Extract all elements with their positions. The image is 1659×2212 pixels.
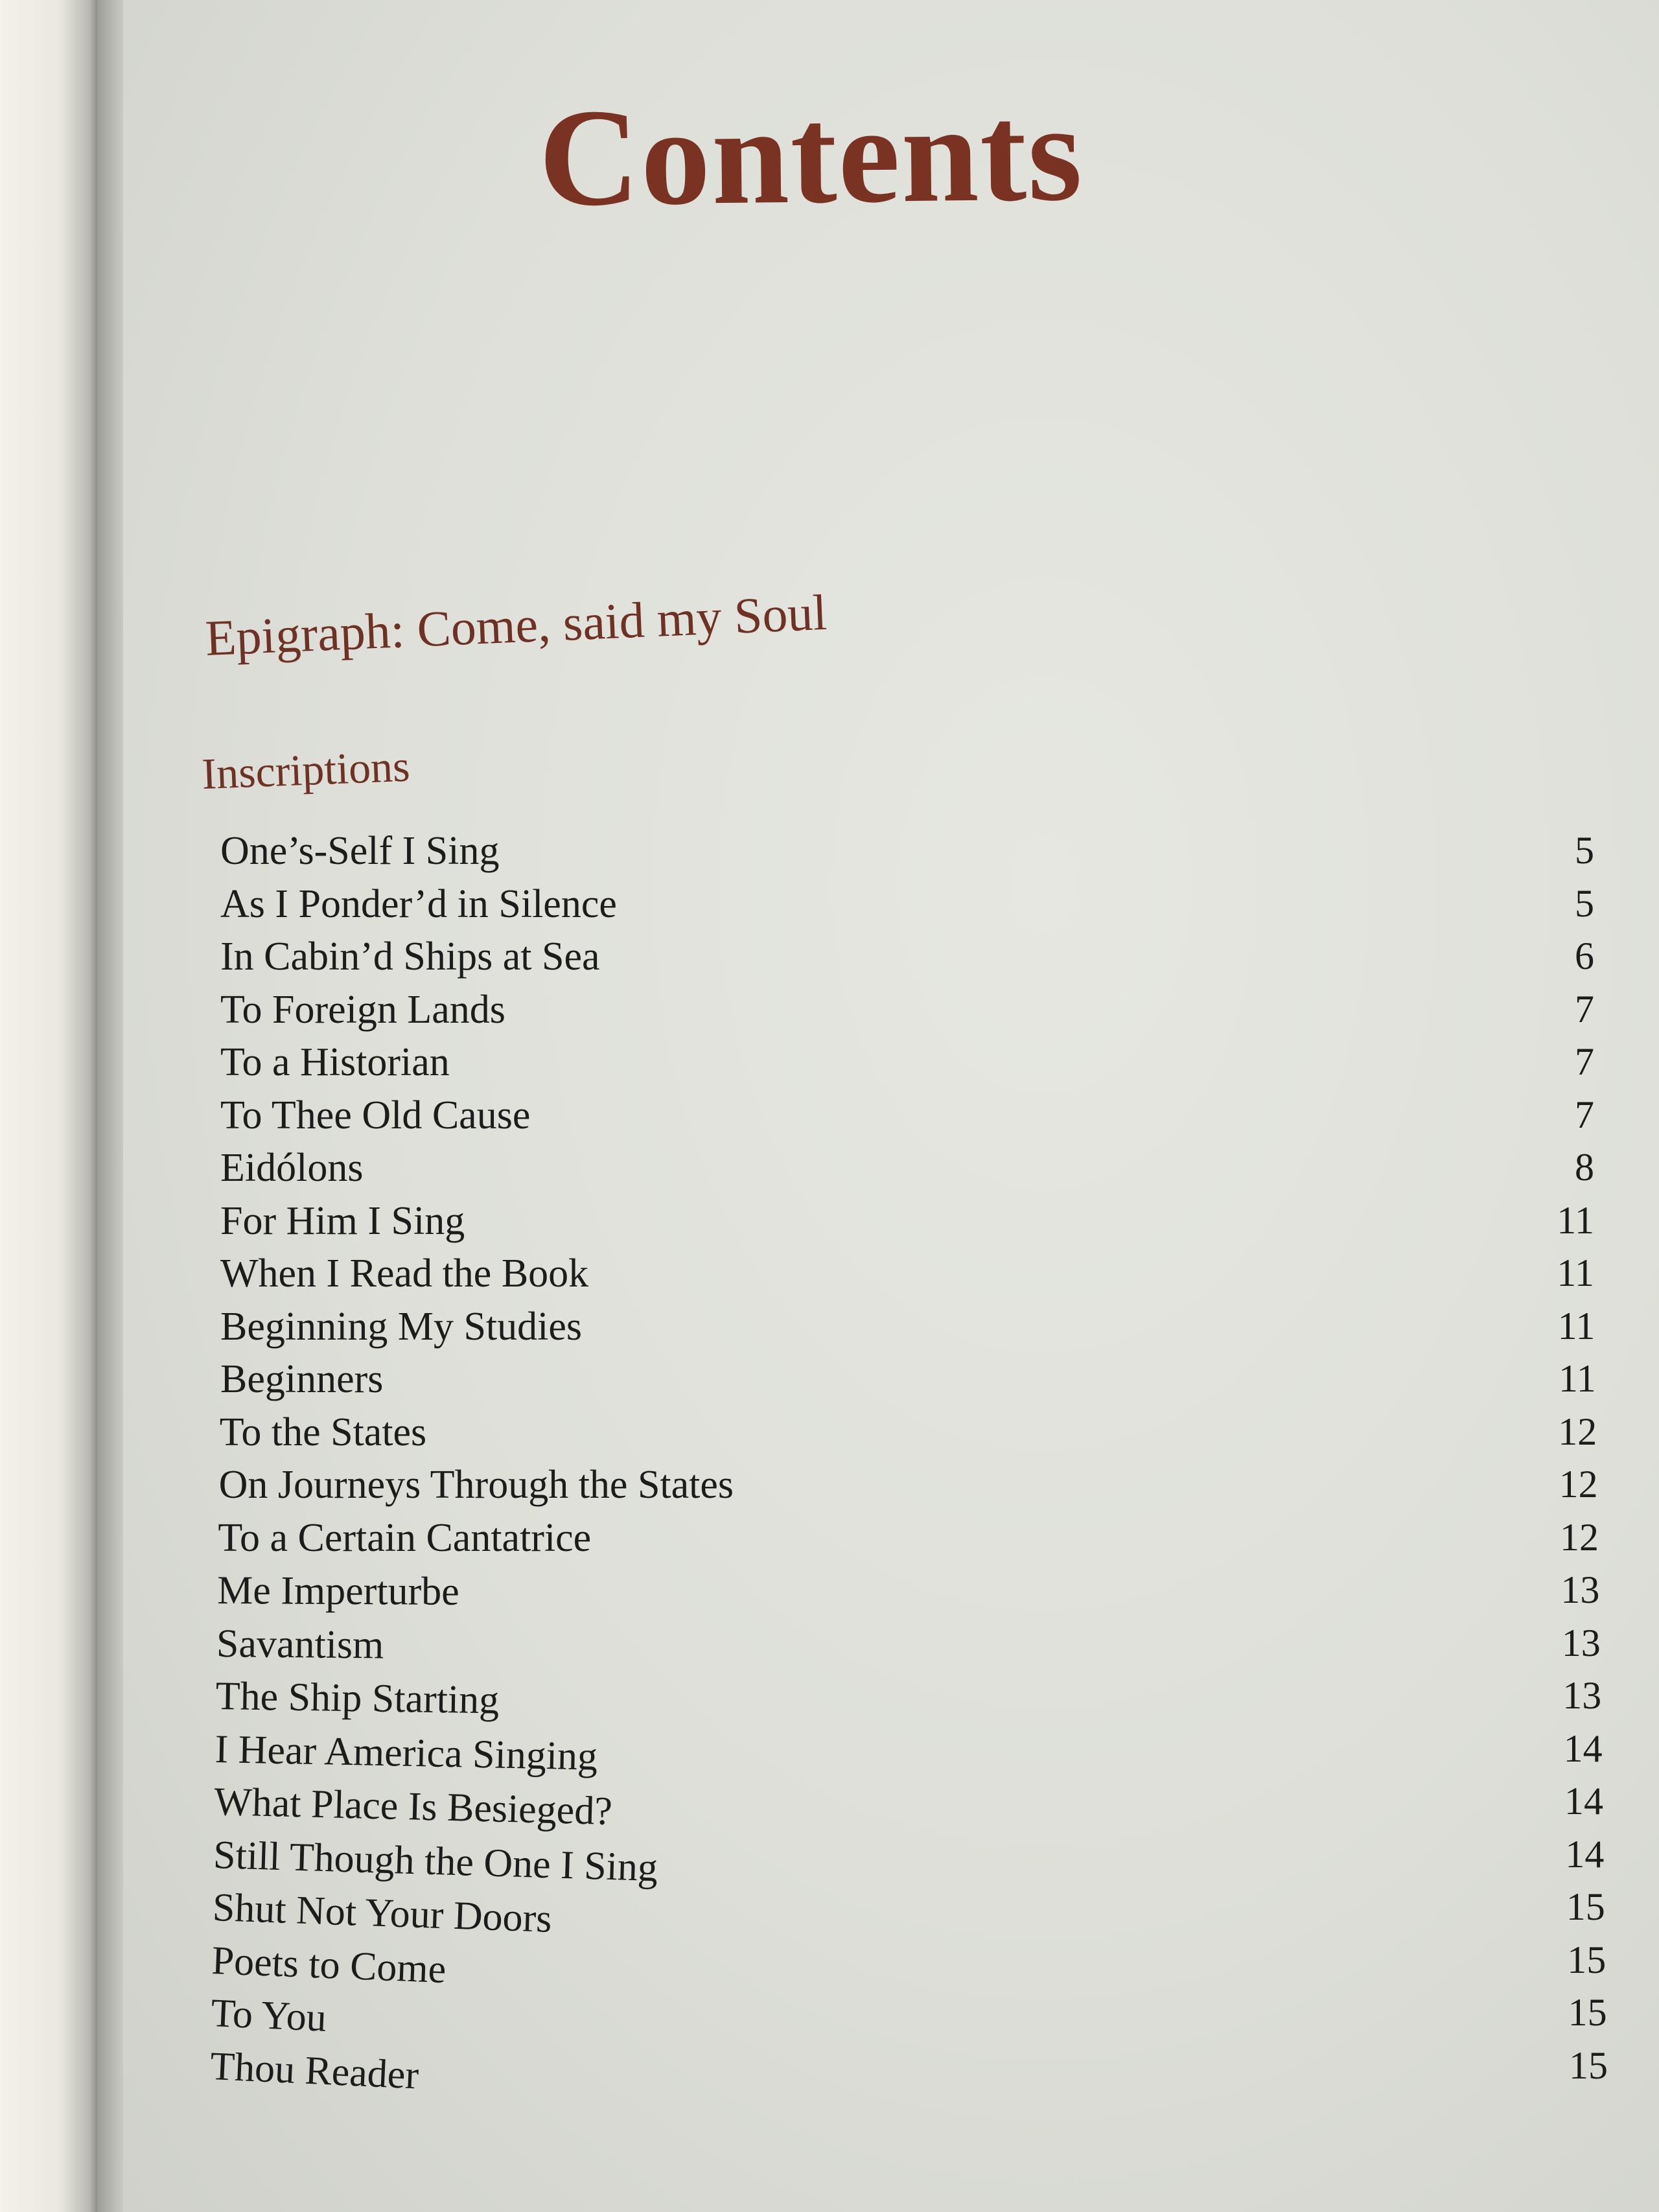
entry-page-number: 15 [1566,1885,1605,1928]
entry-title: Beginners [220,1357,384,1401]
entry-page-number: 15 [1569,2043,1608,2087]
entry-title: When I Read the Book [220,1252,589,1296]
entry-title: To the States [219,1410,427,1454]
contents-page [123,0,1659,2212]
entry-title: Eidólons [220,1146,364,1190]
section-heading: Inscriptions [201,741,411,798]
entry-page-number: 12 [1559,1463,1598,1506]
list-item [220,828,1594,881]
entry-page-number: 11 [1557,1252,1594,1294]
entry-title: To a Historian [220,1040,450,1084]
entry-page-number: 8 [1575,1146,1594,1189]
entry-title: I Hear America Singing [214,1727,598,1779]
list-item [218,1462,1598,1515]
list-item [214,1727,1603,1780]
list-item [220,1093,1594,1146]
entry-page-number: 6 [1575,935,1594,977]
entry-title: Shut Not Your Doors [211,1885,553,1941]
entry-page-number: 13 [1561,1621,1601,1664]
entry-title: On Journeys Through the States [218,1463,734,1507]
list-item [219,1410,1597,1463]
entry-title: To You [210,1991,328,2040]
entry-page-number: 7 [1575,1093,1594,1136]
entry-title: What Place Is Besieged? [213,1780,613,1834]
contents-list [209,828,1608,2098]
entry-title: Beginning My Studies [220,1304,583,1349]
entry-title: Thou Reader [209,2043,420,2098]
entry-page-number: 7 [1575,987,1594,1030]
entry-title: Me Imperturbe [217,1568,459,1614]
list-item [218,1515,1599,1568]
entry-page-number: 11 [1559,1357,1596,1400]
entry-title: To Thee Old Cause [220,1093,531,1137]
entry-page-number: 14 [1565,1832,1605,1876]
entry-title: One’s-Self I Sing [220,829,500,873]
list-item [220,1356,1594,1410]
page-title: Contents [538,75,1084,235]
list-item [220,1304,1594,1357]
entry-title: To a Certain Cantatrice [218,1515,592,1560]
entry-title: As I Ponder’d in Silence [220,881,617,926]
list-item [220,1040,1594,1093]
list-item [210,1990,1607,2043]
facing-page-edge [0,0,97,2212]
entry-title: Still Though the One I Sing [213,1832,658,1890]
entry-page-number: 5 [1575,829,1594,872]
epigraph-heading: Epigraph: Come, said my Soul [204,583,828,666]
entry-page-number: 11 [1557,1198,1594,1242]
entry-page-number: 13 [1560,1568,1600,1611]
entry-page-number: 14 [1564,1780,1603,1822]
list-item [215,1673,1602,1727]
entry-title: To Foreign Lands [220,987,505,1032]
entry-page-number: 7 [1575,1040,1594,1083]
list-item [220,1251,1594,1304]
list-item [217,1568,1600,1621]
list-item [211,1938,1607,1992]
list-item [220,881,1594,935]
list-item [220,1145,1594,1198]
entry-page-number: 15 [1568,1991,1607,2034]
list-item [211,1885,1605,1941]
entry-page-number: 13 [1562,1674,1602,1717]
entry-page-number: 12 [1558,1410,1597,1453]
book-gutter [97,0,123,2212]
list-item [213,1832,1605,1890]
list-item [220,987,1594,1040]
entry-title: For Him I Sing [220,1198,465,1243]
list-item [220,1198,1594,1252]
entry-title: Savantism [216,1621,384,1668]
list-item [220,934,1594,987]
entry-title: In Cabin’d Ships at Sea [220,935,600,979]
entry-page-number: 11 [1557,1304,1595,1347]
entry-page-number: 14 [1563,1727,1603,1770]
entry-title: The Ship Starting [215,1674,500,1723]
entry-page-number: 12 [1560,1515,1599,1559]
entry-page-number: 15 [1567,1938,1607,1981]
list-item [213,1779,1603,1834]
entry-title: Poets to Come [211,1938,447,1992]
entry-page-number: 5 [1575,881,1594,925]
list-item [216,1621,1601,1674]
list-item [209,2043,1608,2098]
